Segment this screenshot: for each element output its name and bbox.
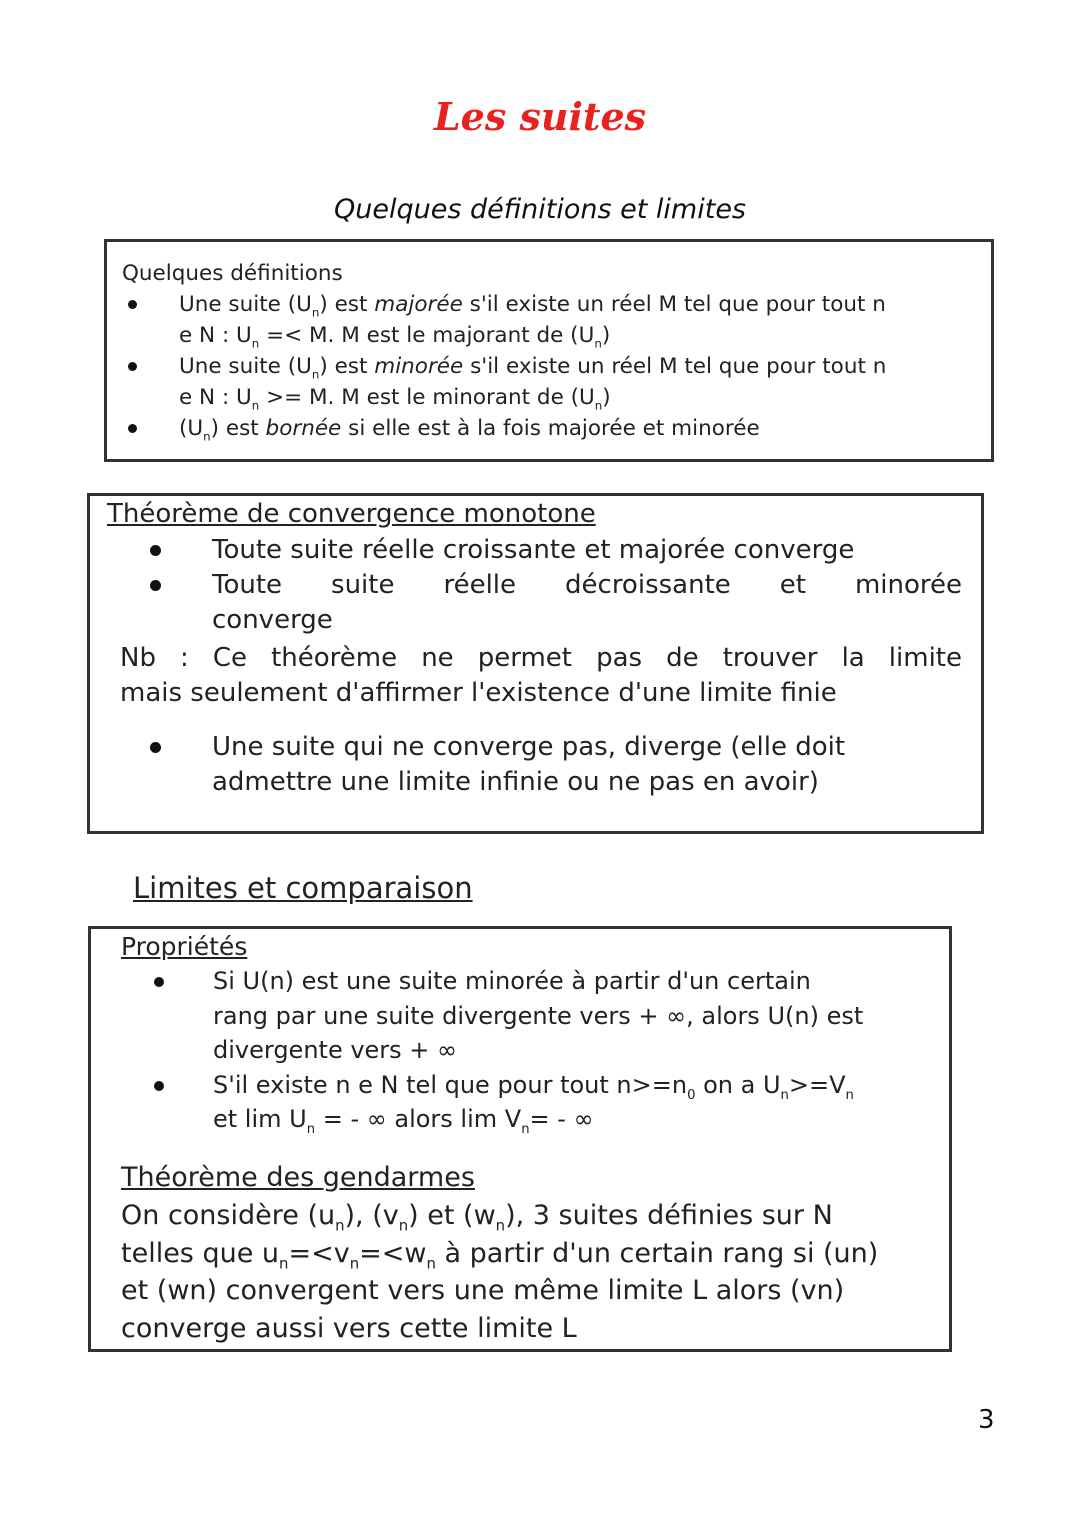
convergence-item-croissante: Toute suite réelle croissante et majorée converge: [132, 533, 962, 568]
page-subtitle: Quelques définitions et limites: [333, 194, 746, 225]
bullet-icon: [128, 362, 137, 371]
convergence-note: Nb : Ce théorème ne permet pas de trouver la limite mais seulement d'affirmer l'existence d'une limite finie: [120, 643, 962, 708]
definition-majoree: Une suite $(U_n)$ est majorée s'il existe un réel M tel que pour tout n e N : $U_n =< M$. M est le majorant de $(U_n)$: [122, 289, 991, 351]
convergence-heading: Théorème de convergence monotone: [107, 499, 596, 529]
gendarmes-text: On considère $(u_n)$, $(v_n)$ et $(w_n)$, 3 suites définies sur N telles que $u_n=<v_n=<w_n$ à partir d'un certain rang si (un) et (wn) convergent vers une même limite L alors (vn) converge aussi vers cette limite L: [121, 1200, 879, 1344]
bullet-icon: [154, 977, 164, 987]
section-heading: Limites et comparaison: [133, 871, 473, 905]
definitions-list: [122, 289, 991, 444]
proprietes-heading: Propriétés: [121, 932, 248, 961]
propriete-limite: S'il existe n e N tel que pour tout $n>=n_0$ on a $U_n>=V_n$ et $\lim U_n$ = - ∞ alors $\lim V_n=$ - ∞: [133, 1068, 948, 1137]
propriete-minoree: Si U(n) est une suite minorée à partir d'un certain rang par une suite divergente vers + ∞, alors U(n) est divergente vers + ∞: [133, 964, 948, 1068]
comparison-box: [88, 926, 952, 1352]
definitions-box: [104, 239, 994, 462]
definition-minoree: Une suite $(U_n)$ est minorée s'il existe un réel M tel que pour tout n e N : $U_n >= M$. M est le minorant de $(U_n)$: [122, 351, 991, 413]
definitions-heading: Quelques définitions: [122, 261, 343, 286]
page-title: Les suites: [433, 94, 647, 139]
convergence-item-decroissante: Toute suite réelle décroissante et minorée converge: [132, 568, 962, 638]
convergence-box: [87, 493, 984, 834]
divergence-item: Une suite qui ne converge pas, diverge (elle doit admettre une limite infinie ou ne pas en avoir): [132, 730, 962, 800]
bullet-icon: [150, 742, 161, 753]
proprietes-list: [133, 964, 948, 1137]
convergence-list: [132, 533, 962, 638]
gendarmes-heading: Théorème des gendarmes: [121, 1162, 475, 1193]
page-number: 3: [978, 1405, 995, 1435]
bullet-icon: [150, 545, 161, 556]
definition-bornee: $(U_n)$ est bornée si elle est à la fois majorée et minorée: [122, 413, 991, 444]
bullet-icon: [128, 424, 137, 433]
divergence-list: [132, 730, 962, 800]
bullet-icon: [150, 580, 161, 591]
bullet-icon: [128, 300, 137, 309]
bullet-icon: [154, 1081, 164, 1091]
